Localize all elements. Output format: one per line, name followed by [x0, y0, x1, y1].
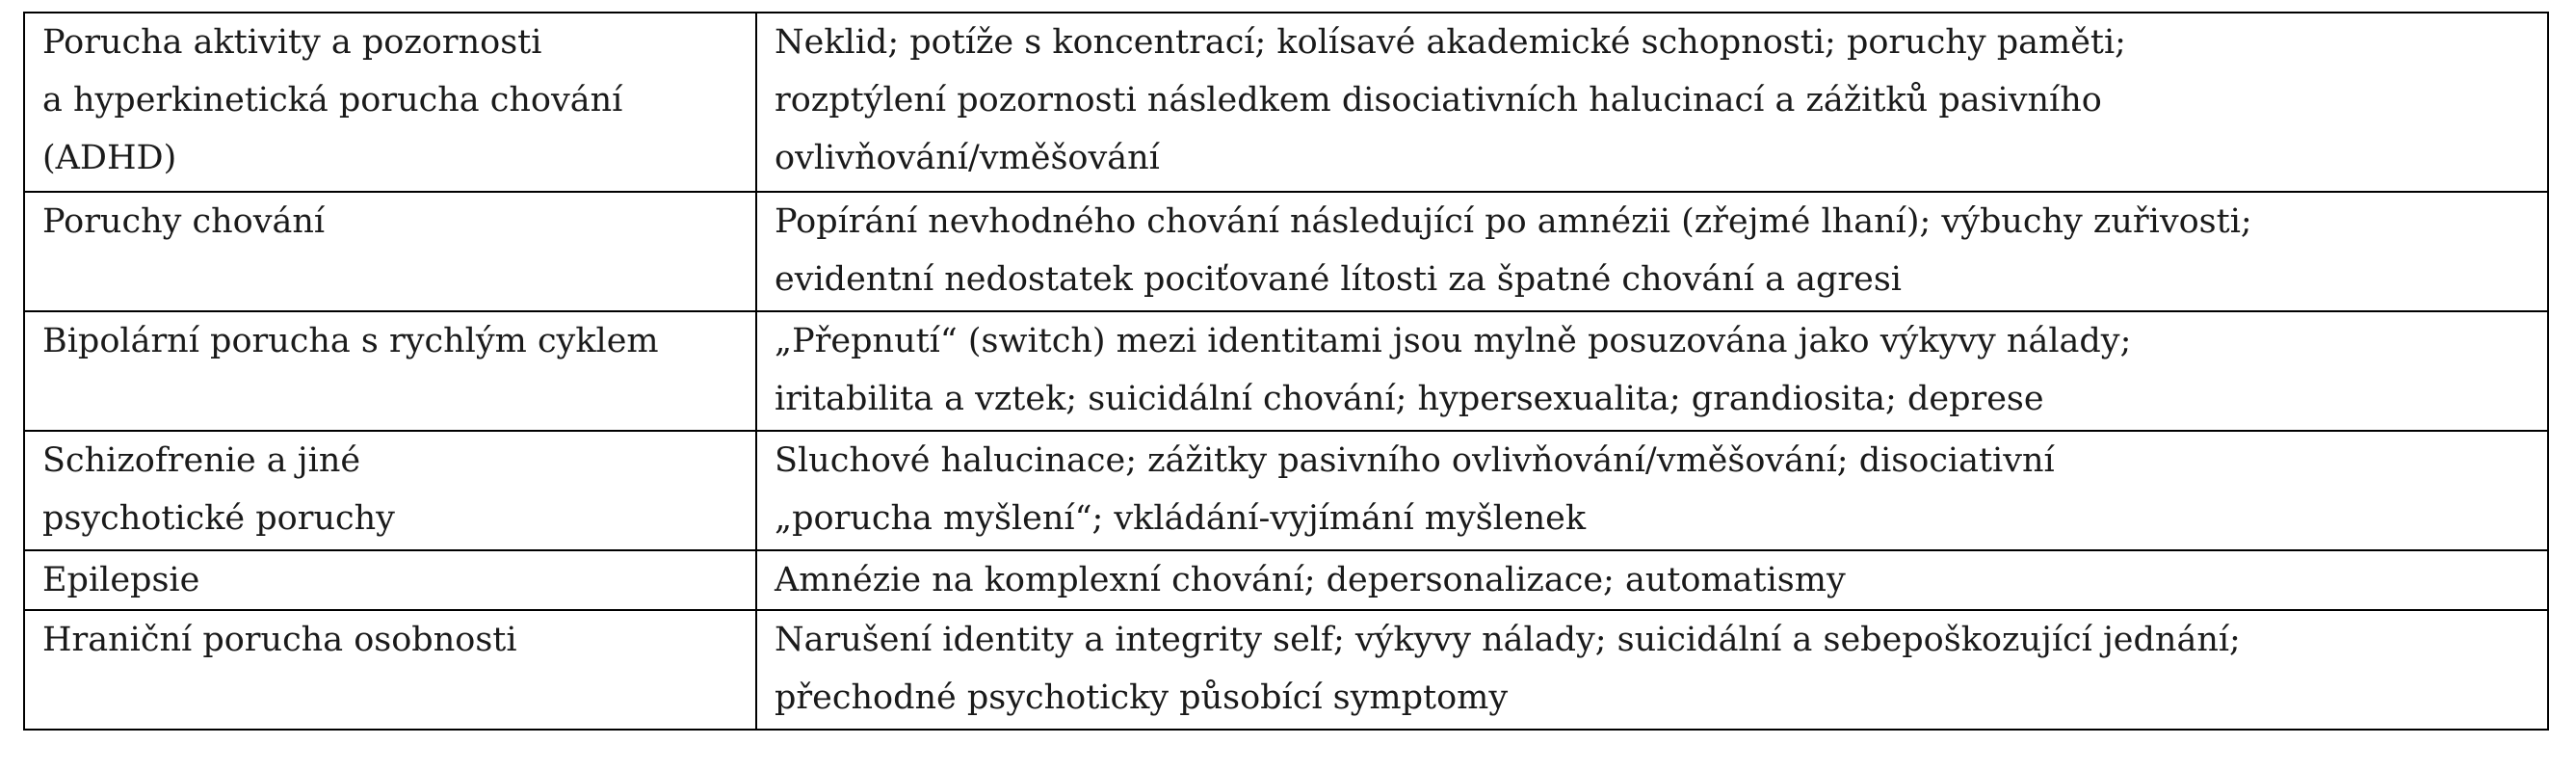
- disorder-cell: Poruchy chování: [24, 192, 756, 311]
- table-row: [24, 311, 2548, 431]
- table-row: [24, 431, 2548, 550]
- symptoms-cell: Popírání nevhodného chování následující po amnézii (zřejmé lhaní); výbuchy zuřivosti; evidentní nedostatek pociťované lítosti za špatné chování a agresi: [756, 192, 2548, 311]
- disorder-cell: Schizofrenie a jiné psychotické poruchy: [24, 431, 756, 550]
- disorder-cell: Epilepsie: [24, 550, 756, 610]
- symptoms-cell: Narušení identity a integrity self; výkyvy nálady; suicidální a sebepoškozující jednání; přechodné psychoticky působící symptomy: [756, 610, 2548, 730]
- symptoms-cell: Amnézie na komplexní chování; depersonalizace; automatismy: [756, 550, 2548, 610]
- disorder-cell: Hraniční porucha osobnosti: [24, 610, 756, 730]
- symptoms-cell: „Přepnutí“ (switch) mezi identitami jsou mylně posuzována jako výkyvy nálady; iritabilita a vztek; suicidální chování; hypersexualita; grandiosita; deprese: [756, 311, 2548, 431]
- table-row: [24, 550, 2548, 610]
- symptoms-cell: Sluchové halucinace; zážitky pasivního ovlivňování/vměšování; disociativní „porucha myšlení“; vkládání-vyjímání myšlenek: [756, 431, 2548, 550]
- table-row: [24, 192, 2548, 311]
- symptoms-cell: Neklid; potíže s koncentrací; kolísavé akademické schopnosti; poruchy paměti; rozptýlení pozornosti následkem disociativních halucinací a zážitků pasivního ovlivňování/vměšování: [756, 13, 2548, 192]
- disorder-cell: Porucha aktivity a pozornosti a hyperkinetická porucha chování (ADHD): [24, 13, 756, 192]
- table-row: [24, 610, 2548, 730]
- disorder-cell: Bipolární porucha s rychlým cyklem: [24, 311, 756, 431]
- differential-diagnosis-table: [23, 12, 2549, 731]
- table-row: [24, 13, 2548, 192]
